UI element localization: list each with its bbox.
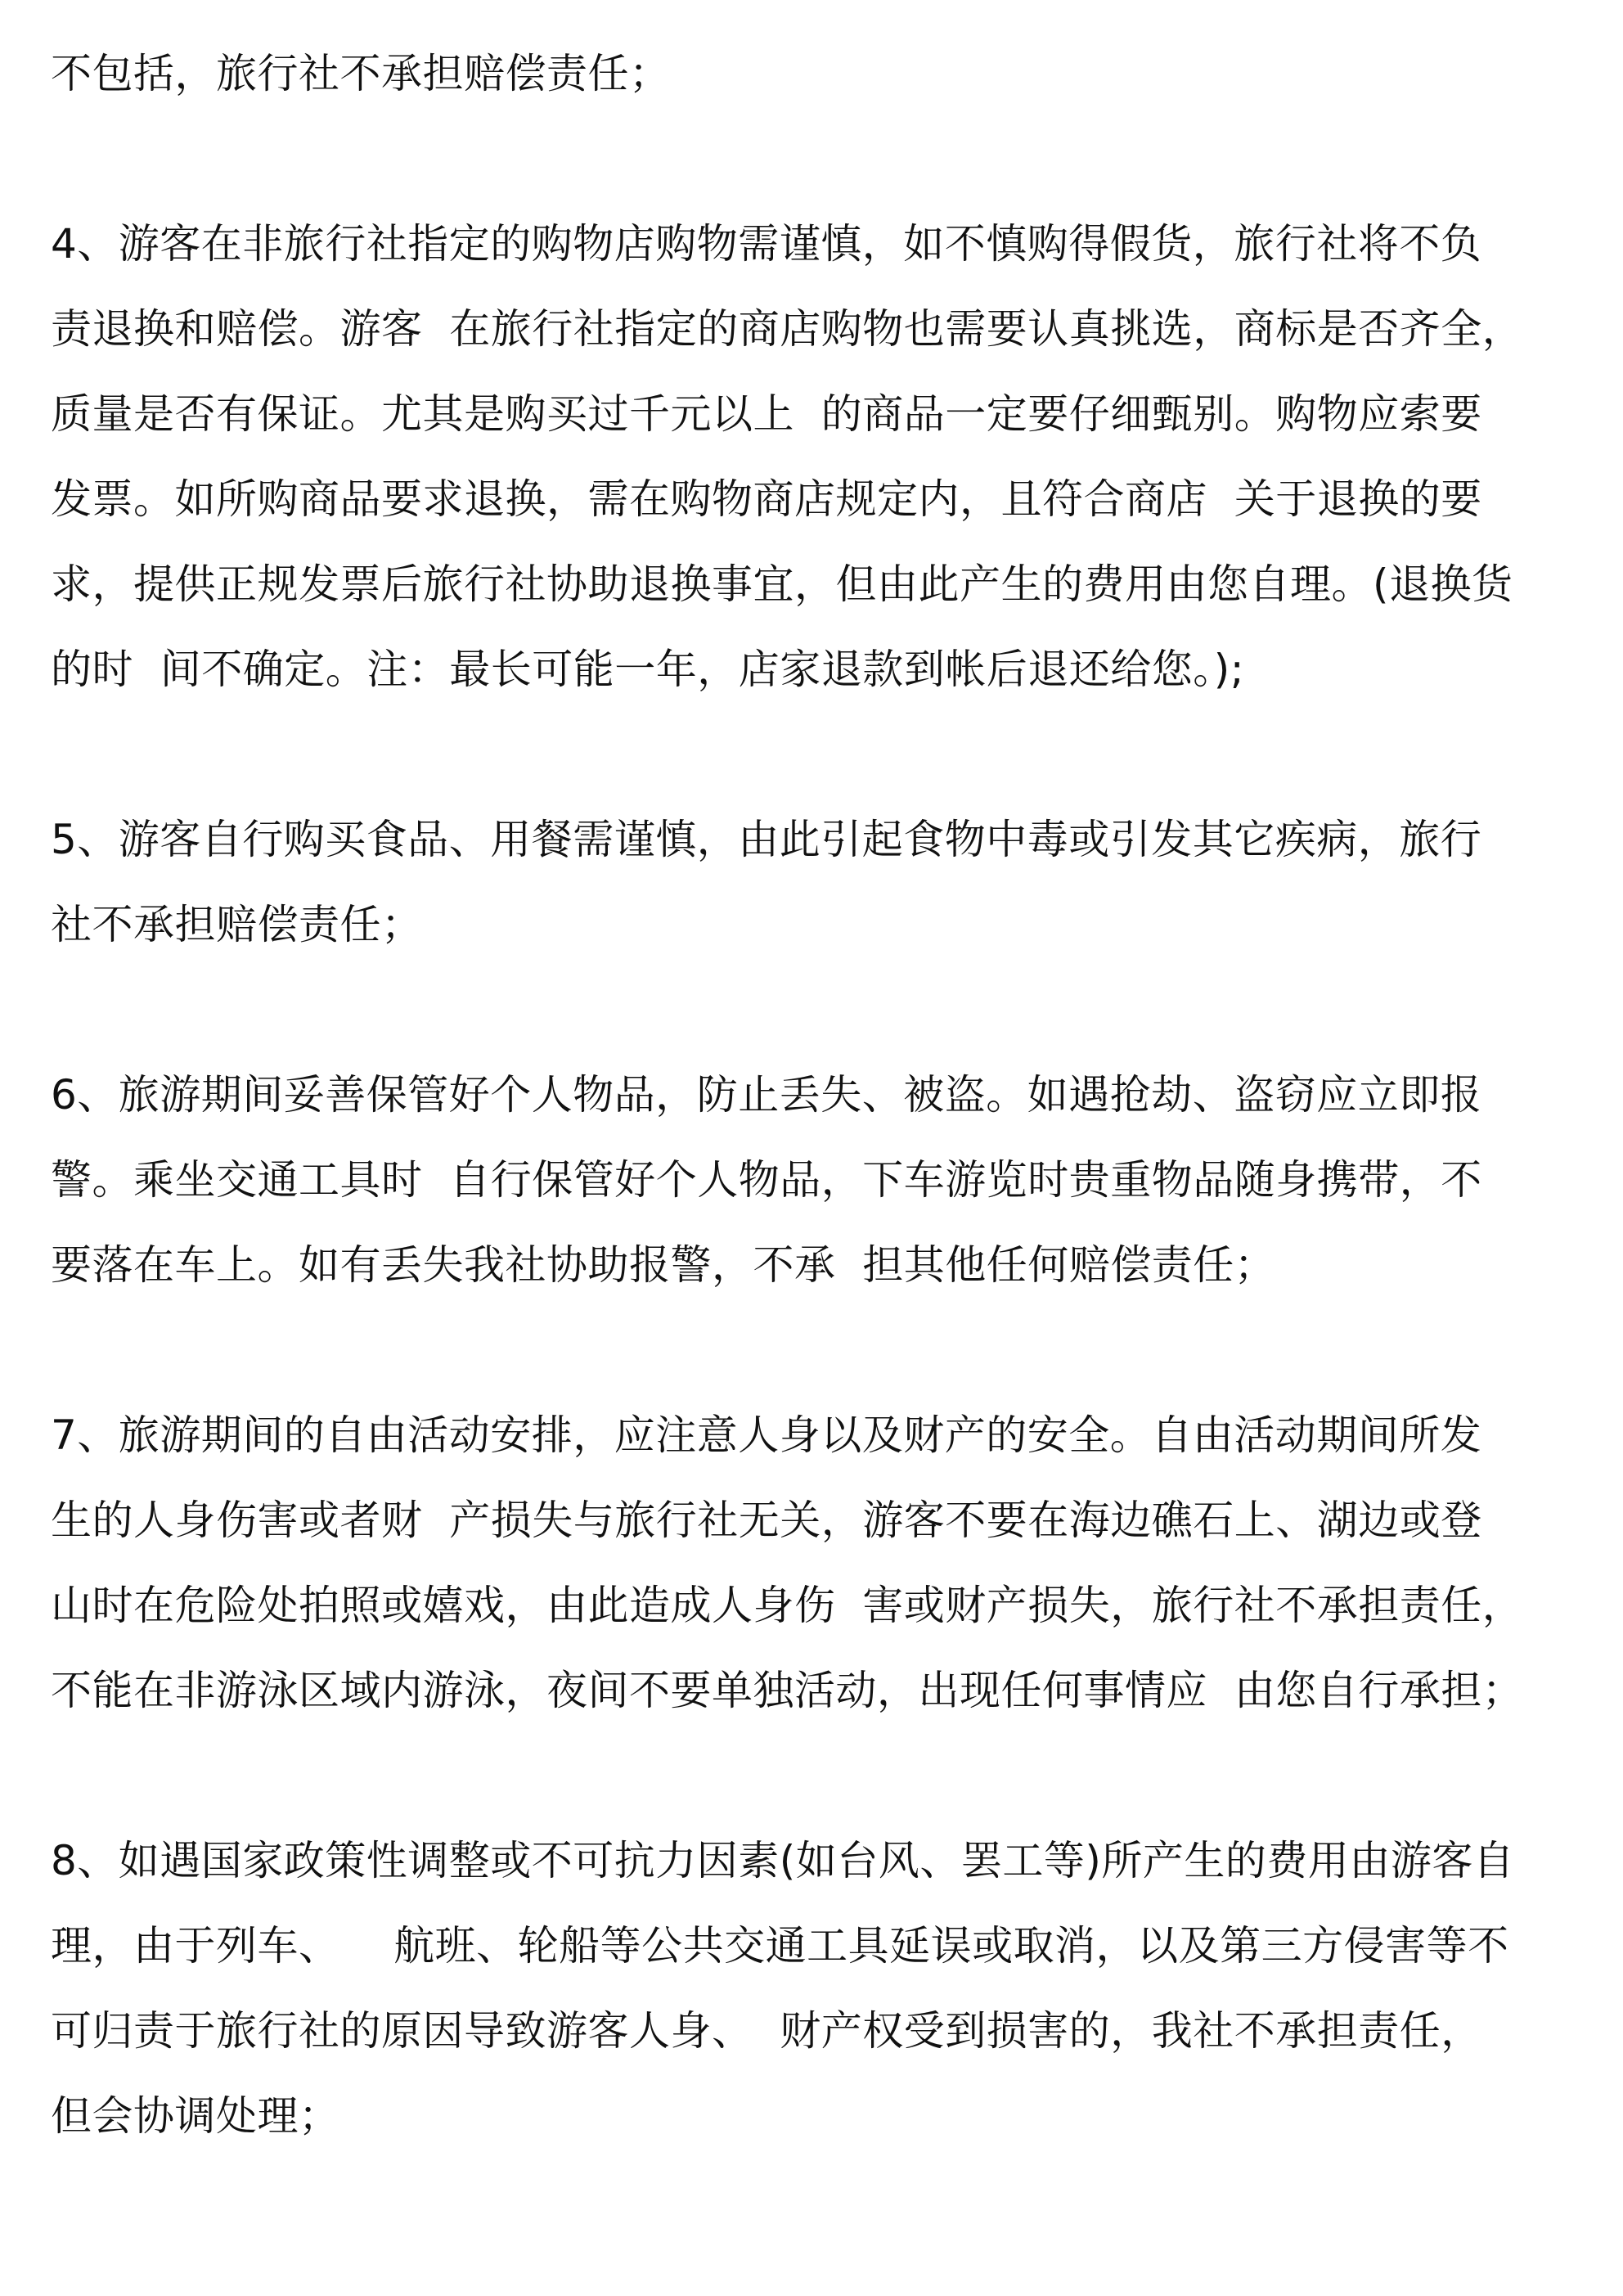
text-line: 质量是否有保证。尤其是购买过千元以上 的商品一定要仔细甄别。购物应索要 bbox=[51, 390, 1482, 438]
text-line: 7、旅游期间的自由活动安排，应注意人身以及财产的安全。自由活动期间所发 bbox=[51, 1411, 1482, 1459]
text-line: 4、游客在非旅行社指定的购物店购物需谨慎，如不慎购得假货，旅行社将不负 bbox=[51, 220, 1482, 268]
paragraph-gap bbox=[51, 116, 1589, 201]
text-line: 6、旅游期间妥善保管好个人物品，防止丢失、被盗。如遇抢劫、盗窃应立即报 bbox=[51, 1071, 1482, 1119]
paragraph-item-6 bbox=[51, 1052, 1589, 1308]
paragraph-item-7 bbox=[51, 1393, 1589, 1733]
document-page bbox=[51, 31, 1589, 2159]
text-line: 发票。如所购商品要求退换，需在购物商店规定内，且符合商店 关于退换的要 bbox=[51, 475, 1482, 523]
text-line: 理，由于列车、 航班、轮船等公共交通工具延误或取消，以及第三方侵害等不 bbox=[51, 1922, 1509, 1970]
text-line: 5、游客自行购买食品、用餐需谨慎，由此引起食物中毒或引发其它疾病，旅行 bbox=[51, 816, 1482, 863]
paragraph-gap bbox=[51, 1733, 1589, 1818]
paragraph-item-5 bbox=[51, 797, 1589, 967]
text-line: 警。乘坐交通工具时 自行保管好个人物品，下车游览时贵重物品随身携带，不 bbox=[51, 1156, 1482, 1204]
text-line: 的时 间不确定。注：最长可能一年，店家退款到帐后退还给您。); bbox=[51, 646, 1245, 693]
text-line: 求，提供正规发票后旅行社协助退换事宜，但由此产生的费用由您自理。(退换货 bbox=[51, 560, 1513, 608]
text-line: 不能在非游泳区域内游泳，夜间不要单独活动，出现任何事情应 由您自行承担； bbox=[51, 1667, 1524, 1714]
text-line: 生的人身伤害或者财 产损失与旅行社无关，游客不要在海边礁石上、湖边或登 bbox=[51, 1497, 1482, 1544]
text-line: 责退换和赔偿。游客 在旅行社指定的商店购物也需要认真挑选，商标是否齐全， bbox=[51, 305, 1524, 353]
text-line: 山时在危险处拍照或嬉戏，由此造成人身伤 害或财产损失，旅行社不承担责任， bbox=[51, 1582, 1524, 1629]
text-line: 但会协调处理； bbox=[51, 2092, 340, 2140]
paragraph-item-8 bbox=[51, 1818, 1589, 2159]
text-line: 社不承担赔偿责任； bbox=[51, 901, 423, 948]
text-line: 不包括，旅行社不承担赔偿责任； bbox=[51, 50, 671, 97]
paragraph-continuation bbox=[51, 31, 1589, 116]
text-line: 8、如遇国家政策性调整或不可抗力因素(如台风、罢工等)所产生的费用由游客自 bbox=[51, 1837, 1515, 1884]
text-line: 要落在车上。如有丢失我社协助报警，不承 担其他任何赔偿责任； bbox=[51, 1241, 1276, 1289]
paragraph-gap bbox=[51, 712, 1589, 797]
paragraph-gap bbox=[51, 1308, 1589, 1393]
paragraph-gap bbox=[51, 967, 1589, 1052]
paragraph-item-4 bbox=[51, 201, 1589, 712]
text-line: 可归责于旅行社的原因导致游客人身、 财产权受到损害的，我社不承担责任， bbox=[51, 2007, 1482, 2055]
